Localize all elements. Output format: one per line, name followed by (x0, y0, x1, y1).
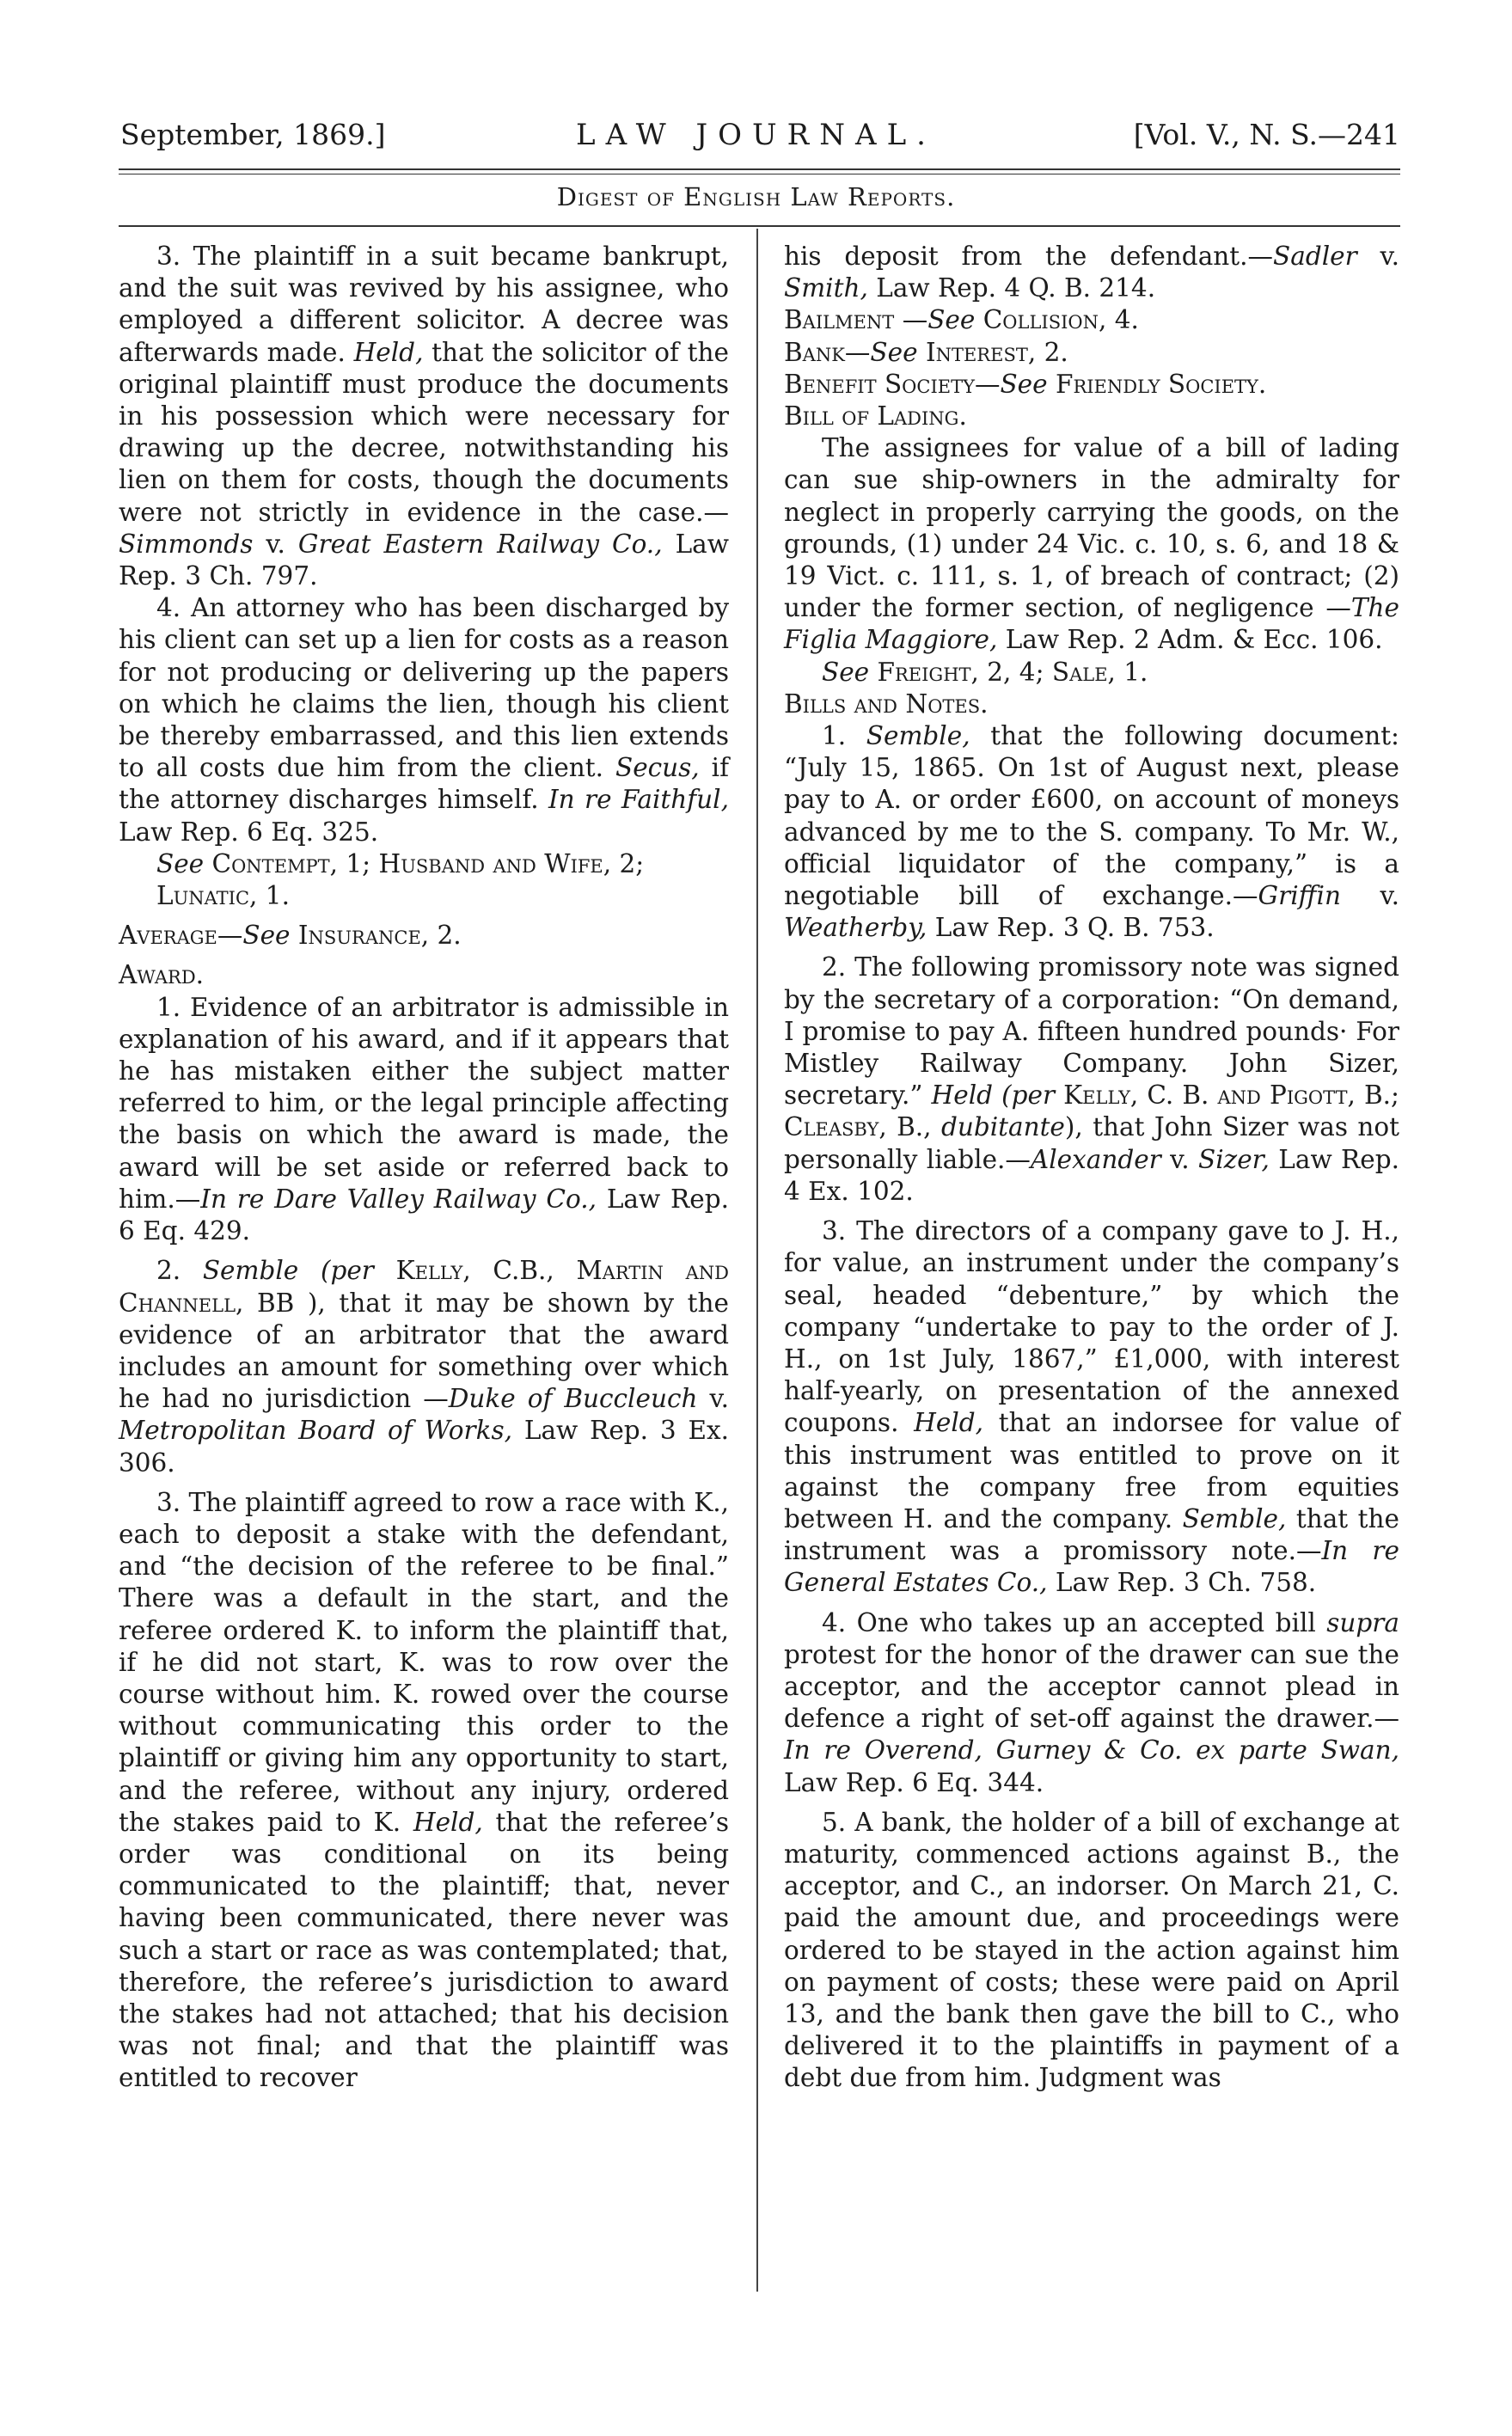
case-name: Duke of Buccleuch (448, 1384, 698, 1414)
case-name: In re Faithful, (548, 785, 729, 815)
case-name: Sadler (1273, 242, 1357, 271)
heading-award: Award. (119, 960, 205, 990)
paragraph-bills-2: 2. The following promissory note was signed by the secretary of a corporation: “On demand, I promise to pay A. fifteen hundred pounds· For Mistley Railway Company. John Sizer, secretary.” Held (per Kelly, C. B. and Pigott, B.; Cleasby, B., dubitante), that John Sizer was not personally liable.—Alexander v. Sizer, Law Rep. 4 Ex. 102. (784, 952, 1399, 1206)
paragraph-award-2: 2. Semble (per Kelly, C.B., Martin and Channell, BB ), that it may be shown by the evidence of an arbitrator that the award includes an amount for something over which he had no jurisdiction —Duke of Buccleuch v. Metropolitan Board of Works, Law Rep. 3 Ex. 306. (119, 1256, 730, 1478)
heading-bill-of-lading: Bill of Lading. (784, 401, 967, 432)
column-divider (756, 229, 758, 2292)
section-rule (119, 225, 1400, 227)
volume-page-number: [Vol. V., N. S.—241 (1133, 118, 1400, 151)
case-name: Weatherby, (784, 913, 927, 943)
citation: Law Rep. 3 Ex. 306. (119, 1416, 730, 1478)
paragraph-bills-1: 1. Semble, that the following document: “July 15, 1865. On 1st of August next, please pay to A. or order £600, on account of moneys advanced by me to the S. company. To Mr. W., official liquidator of the company,” is a negotiable bill of exchange.—Griffin v. Weatherby, Law Rep. 3 Q. B. 753. (784, 721, 1400, 943)
citation: Law Rep. 3 Q. B. 753. (927, 913, 1215, 943)
paragraph-attorney-lien: 4. An attorney who has been discharged by his client can set up a lien for costs as a reason for not producing or delivering up the papers on which he claims the lien, though his client be thereby embarrassed, and this lien extends to all costs due him from the client. Secus, if the attorney discharges himself. In re Faithful, Law Rep. 6 Eq. 325. (119, 593, 730, 847)
citation: Law Rep. 4 Q. B. 214. (867, 273, 1156, 303)
citation: Law Rep. 6 Eq. 325. (119, 817, 379, 847)
citation: Law Rep. 3 Ch. 797. (119, 529, 730, 591)
left-column (119, 241, 729, 2095)
paragraph-continued: his deposit from the defendant.—Sadler v. Smith, Law Rep. 4 Q. B. 214. (784, 242, 1400, 303)
header-double-rule (119, 168, 1400, 174)
case-name: Great Eastern Railway Co., (297, 529, 663, 559)
paragraph-award-3: 3. The plaintiff agreed to row a race with K., each to deposit a stake with the defendant, and “the decision of the referee to be final.” There was a default in the start, and the referee ordered K. to inform the plaintiff that, if he did not start, K. was to row over the course without him. K. rowed over the course without communicating this order to the plaintiff or giving him any opportunity to start, and the referee, without any injury, ordered the stakes paid to K. Held, that the referee’s order was conditional on its being communicated to the plaintiff; that, never having been communicated, there never was such a start or race as was contemplated; that, therefore, the referee’s jurisdiction to award the stakes had not attached; that his decision was not final; and that the plaintiff was entitled to recover (119, 1487, 729, 2093)
case-name: Simmonds (119, 529, 254, 559)
citation: Law Rep. 6 Eq. 344. (784, 1767, 1044, 1797)
citation: Law Rep. 4 Ex. 102. (784, 1144, 1399, 1206)
case-name: Alexander (1030, 1144, 1161, 1174)
case-name: The Figlia Maggiore, (784, 593, 1399, 655)
case-name: Metropolitan Board of Works, (119, 1416, 513, 1446)
paragraph-bills-4: 4. One who takes up an accepted bill supra protest for the honor of the drawer can sue the acceptor, and the acceptor cannot plead in defence a right of set-off against the drawer.—In re Overend, Gurney & Co. ex parte Swan, Law Rep. 6 Eq. 344. (784, 1607, 1399, 1797)
paragraph-bills-5: 5. A bank, the holder of a bill of exchange at maturity, commenced actions against B., the acceptor, and C., an indorser. On March 21, C. paid the amount due, and proceedings were ordered to be stayed in the action against him on payment of costs; these were paid on April 13, and the bank then gave the bill to C., who delivered it to the plaintiffs in payment of a debt due from him. Judgment was (784, 1807, 1399, 2093)
citation: Law Rep. 2 Adm. & Ecc. 106. (997, 625, 1383, 655)
case-name: In re General Estates Co., (784, 1536, 1399, 1598)
heading-benefit-society: Benefit Society—See Friendly Society. (784, 369, 1267, 399)
case-name: In re Dare Valley Railway Co., (200, 1184, 597, 1214)
right-column (784, 241, 1399, 2095)
case-name: Smith, (784, 273, 868, 303)
issue-date: September, 1869.] (120, 118, 386, 151)
case-name: In re Overend, Gurney & Co. ex parte Swan, (784, 1735, 1399, 1766)
paragraph-award-1: 1. Evidence of an arbitrator is admissible in explanation of his award, and if it appears that he has mistaken either the subject matter referred to him, or the legal principle affecting the basis on which the award is made, the award will be set aside or referred back to him.—In re Dare Valley Railway Co., Law Rep. 6 Eq. 429. (119, 992, 729, 1246)
citation: Law Rep. 6 Eq. 429. (119, 1184, 729, 1246)
cross-reference: See Freight, 2, 4; Sale, 1. (822, 657, 1148, 687)
paragraph-bill-of-lading: The assignees for value of a bill of lading can sue ship-owners in the admiralty for neglect in properly carrying the goods, on the grounds, (1) under 24 Vic. c. 10, s. 6, and 18 & 19 Vict. c. 111, s. 1, of breach of contract; (2) under the former section, of negligence —The Figlia Maggiore, Law Rep. 2 Adm. & Ecc. 106. (784, 433, 1399, 655)
heading-bank: Bank—See Interest, 2. (784, 337, 1068, 367)
heading-average: Average—See Insurance, 2. (119, 921, 462, 951)
paragraph-solicitor-lien: 3. The plaintiff in a suit became bankrupt, and the suit was revived by his assignee, who employed a different solicitor. A decree was afterwards made. Held, that the solicitor of the original plaintiff must produce the documents in his possession which were necessary for drawing up the decree, notwithstanding his lien on them for costs, though the documents were not strictly in evidence in the case.—Simmonds v. Great Eastern Railway Co., Law Rep. 3 Ch. 797. (119, 242, 730, 591)
heading-bills-and-notes: Bills and Notes. (784, 689, 989, 719)
section-title: Digest of English Law Reports. (556, 182, 956, 211)
cross-reference: See Contempt, 1; Husband and Wife, 2; (156, 848, 645, 878)
case-name: Griffin (1258, 881, 1341, 911)
cross-reference-cont: Lunatic, 1. (156, 881, 290, 911)
case-name: Sizer, (1198, 1144, 1270, 1174)
paragraph-bills-3: 3. The directors of a company gave to J. H., for value, an instrument under the company’s seal, headed “debenture,” by which the company “undertake to pay to the order of J. H., on 1st July, 1867,” £1,000, with interest half-yearly, on presentation of the annexed coupons. Held, that an indorsee for value of this instrument was entitled to prove on it against the company free from equities between H. and the company. Semble, that the instrument was a promissory note.—In re General Estates Co., Law Rep. 3 Ch. 758. (784, 1216, 1399, 1598)
journal-title: LAW JOURNAL. (576, 118, 936, 152)
citation: Law Rep. 3 Ch. 758. (1047, 1568, 1317, 1598)
heading-bailment: Bailment —See Collision, 4. (784, 305, 1139, 335)
running-head (112, 113, 1400, 156)
